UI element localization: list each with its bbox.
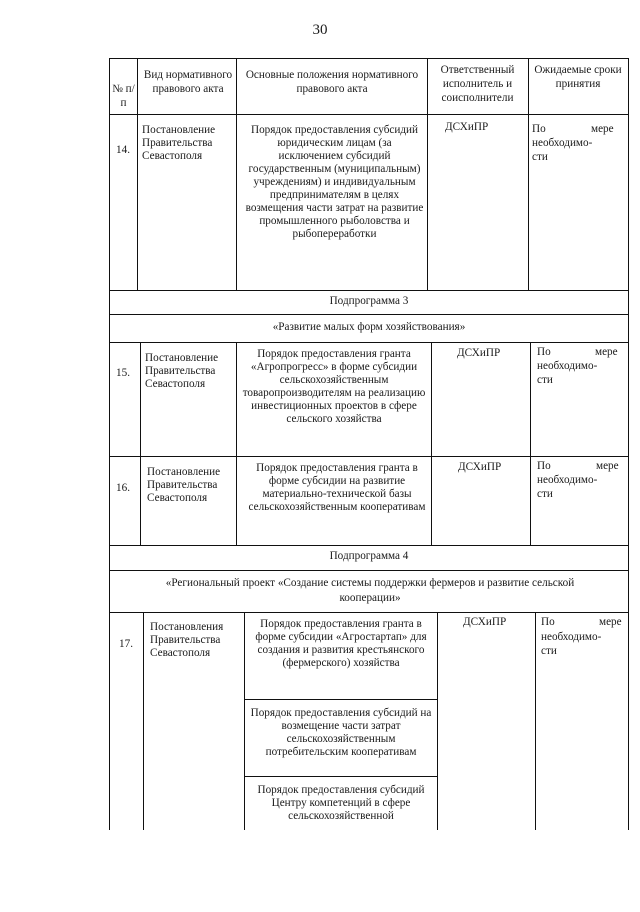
row-responsible: ДСХиПР [445,121,489,133]
row-deadline: сти [537,374,553,386]
section-title: Подпрограмма 3 [329,295,409,307]
header-type: Вид нормативного правового акта [143,69,233,95]
row-content: Порядок предоставления субсидий юридическим лицам (за исключением субсидий государственным (муниципальным) учреждениям) и индивидуальным предпринимателям в целях возмещения части затрат на развитие промышленного рыболовства и рыбопереработки [245,124,424,240]
row-responsible: ДСХиПР [458,461,502,473]
row-deadline: мере [596,460,619,472]
row-act-type: Постановления Правительства Севастополя [150,621,224,659]
header-content: Основные положения нормативного правового акта [245,69,419,95]
row-responsible: ДСХиПР [463,616,507,628]
row-deadline: По [532,123,546,135]
row-deadline: По [537,460,551,472]
section-subtitle: «Региональный проект «Создание системы поддержки фермеров и развитие сельской кооперации» [165,577,575,604]
header-deadline: Ожидаемые сроки принятия [534,64,622,90]
row-deadline: мере [599,616,622,628]
row-num: 14. [116,144,130,156]
row-content-item: Порядок предоставления гранта в форме субсидии «Агростартап» для создания и развития крестьянского (фермерского) хозяйства [255,618,427,669]
row-deadline: необходимо- [532,137,593,149]
row-num: 15. [116,367,130,379]
header-num: № п/п [112,83,135,109]
header-responsible: Ответственный исполнитель и соисполнители [440,64,515,104]
page-number: 30 [312,22,328,38]
row-act-type: Постановление Правительства Севастополя [147,466,221,504]
row-deadline: сти [537,488,553,500]
row-content: Порядок предоставления гранта «Агропрогресс» в форме субсидии сельскохозяйственным товаропроизводителям на реализацию инвестиционных проектов в сфере сельского хозяйства [242,348,426,425]
row-deadline: По [537,346,551,358]
section-title: Подпрограмма 4 [329,550,409,562]
row-deadline: необходимо- [541,631,602,643]
row-deadline: мере [595,346,618,358]
row-deadline: мере [591,123,614,135]
row-num: 17. [119,638,133,650]
row-responsible: ДСХиПР [457,347,501,359]
row-content: Порядок предоставления гранта в форме субсидии на развитие материально-технической базы сельскохозяйственным кооперативам [248,462,426,513]
row-deadline: По [541,616,555,628]
row-deadline: необходимо- [537,360,598,372]
row-content-item: Порядок предоставления субсидий Центру компетенций в сфере сельскохозяйственной [257,784,425,822]
row-deadline: сти [541,645,557,657]
row-num: 16. [116,482,130,494]
row-act-type: Постановление Правительства Севастополя [142,124,216,162]
row-deadline: сти [532,151,548,163]
row-act-type: Постановление Правительства Севастополя [145,352,219,390]
row-deadline: необходимо- [537,474,598,486]
section-subtitle: «Развитие малых форм хозяйствования» [272,321,466,333]
row-content-item: Порядок предоставления субсидий на возмещение части затрат сельскохозяйственным потребительским кооперативам [250,707,432,758]
